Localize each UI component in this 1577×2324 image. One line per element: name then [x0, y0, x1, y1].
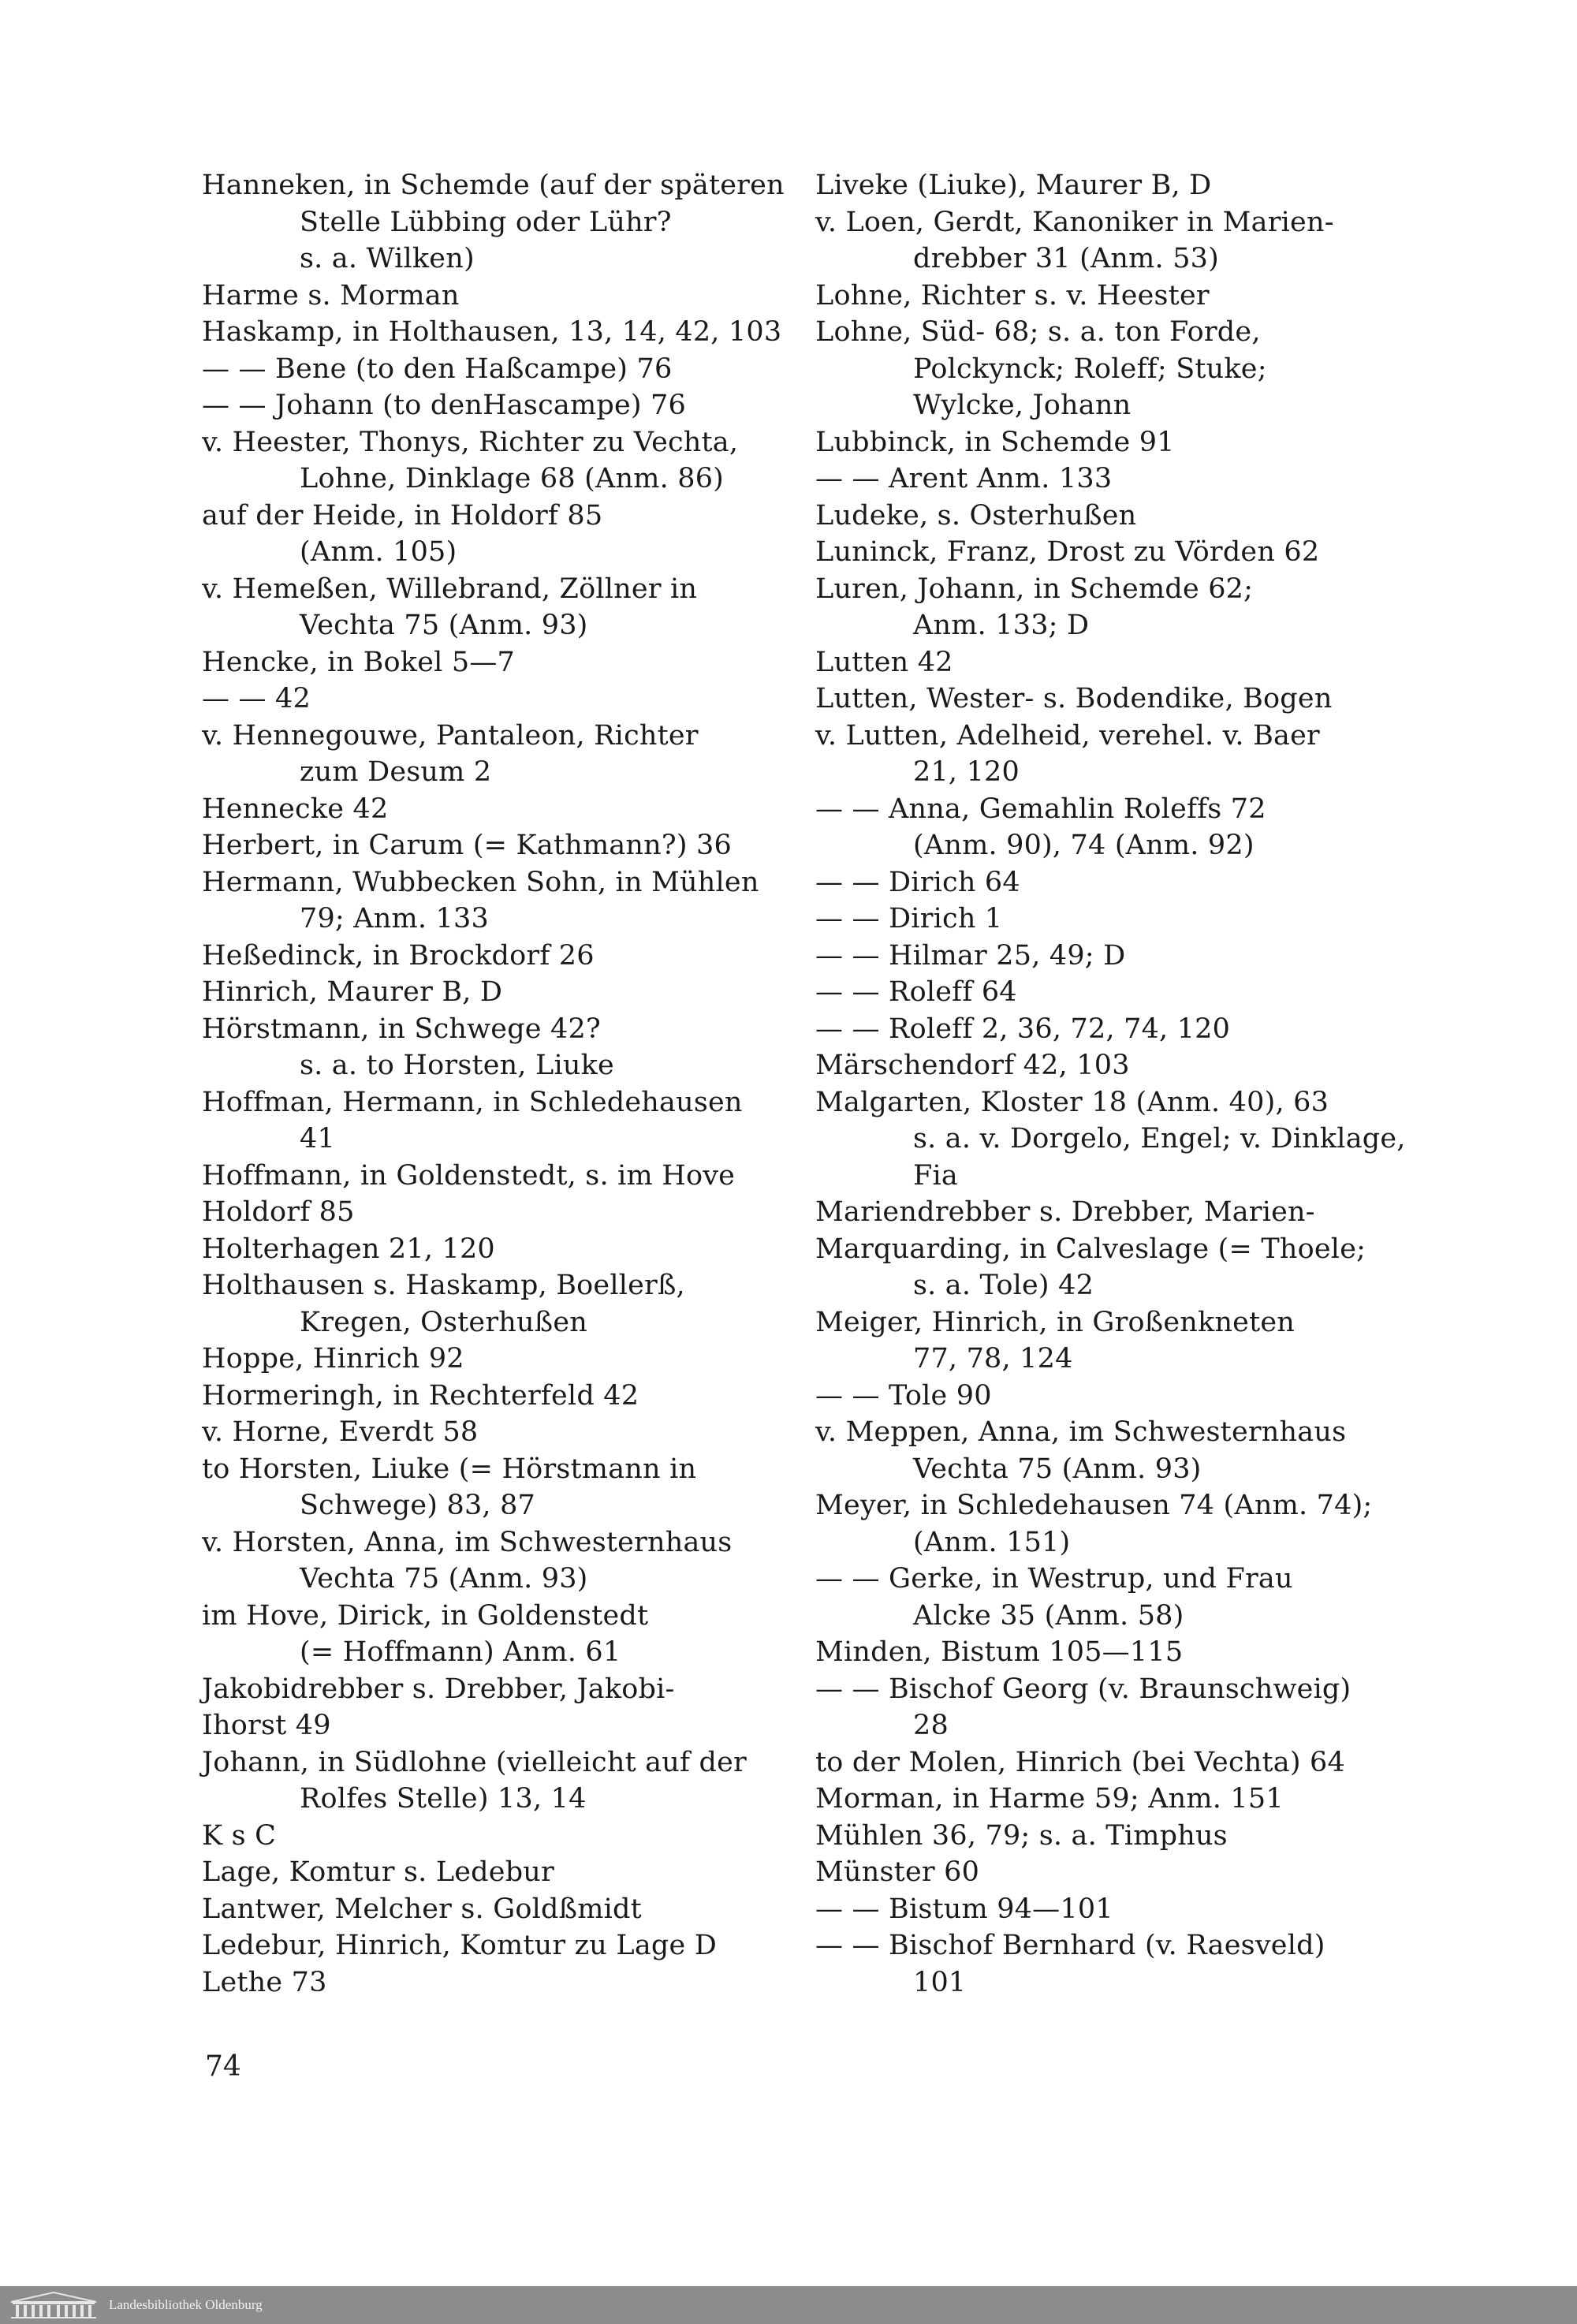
index-entry-line: v. Meppen, Anna, im Schwesternhaus [815, 1416, 1347, 1448]
index-entry-line: Stelle Lübbing oder Lühr? [300, 206, 672, 238]
index-entry-line: — — Anna, Gemahlin Roleffs 72 [815, 793, 1266, 825]
index-entry-line: — — Gerke, in Westrup, und Frau [815, 1563, 1293, 1595]
index-entry-line: Alcke 35 (Anm. 58) [913, 1599, 1184, 1632]
index-entry-line: Lohne, Süd- 68; s. a. ton Forde, [815, 316, 1261, 348]
index-entry-line: v. Horsten, Anna, im Schwesternhaus [202, 1526, 733, 1558]
index-entry-line: Lutten, Wester- s. Bodendike, Bogen [815, 683, 1333, 714]
index-entry-line: (Anm. 151) [913, 1526, 1071, 1558]
index-entry-line: — — Roleff 64 [815, 976, 1017, 1008]
index-entry-line: v. Lutten, Adelheid, verehel. v. Baer [815, 719, 1320, 752]
index-entry-line: Hoffman, Hermann, in Schledehausen [202, 1086, 743, 1118]
index-entry-line: Lage, Komtur s. Ledebur [202, 1856, 554, 1888]
index-entry-line: (Anm. 105) [300, 536, 457, 568]
footer-bar [0, 2286, 1577, 2324]
index-entry-line: — — Bene (to den Haßcampe) 76 [202, 353, 673, 385]
index-entry-line: v. Hennegouwe, Pantaleon, Richter [202, 719, 699, 752]
index-entry-line: Ledebur, Hinrich, Komtur zu Lage D [202, 1930, 717, 1961]
index-entry-line: Hoffmann, in Goldenstedt, s. im Hove [202, 1159, 736, 1192]
index-entry-line: Haskamp, in Holthausen, 13, 14, 42, 103 [202, 316, 782, 348]
index-entry-line: Meyer, in Schledehausen 74 (Anm. 74); [815, 1490, 1373, 1521]
index-entry-line: Holterhagen 21, 120 [202, 1233, 495, 1265]
index-entry-line: v. Horne, Everdt 58 [202, 1416, 479, 1448]
index-entry-line: — — Dirich 64 [815, 866, 1020, 898]
index-entry-line: 79; Anm. 133 [300, 903, 489, 934]
index-entry-line: v. Loen, Gerdt, Kanoniker in Marien- [815, 206, 1334, 238]
index-entry-line: Hinrich, Maurer B, D [202, 976, 503, 1008]
index-entry-line: Heßedinck, in Brockdorf 26 [202, 939, 595, 972]
index-entry-line: Hoppe, Hinrich 92 [202, 1343, 464, 1375]
index-entry-line: s. a. to Horsten, Liuke [300, 1050, 614, 1081]
index-entry-line: Mariendrebber s. Drebber, Marien- [815, 1196, 1315, 1228]
index-entry-line: — — Bistum 94—101 [815, 1893, 1113, 1925]
index-entry-line: Rolfes Stelle) 13, 14 [300, 1783, 587, 1815]
index-entry-line: Vechta 75 (Anm. 93) [913, 1453, 1202, 1485]
index-entry-line: Johann, in Südlohne (vielleicht auf der [202, 1746, 747, 1778]
index-entry-line: (Anm. 90), 74 (Anm. 92) [913, 830, 1255, 861]
index-entry-line: drebber 31 (Anm. 53) [913, 243, 1219, 274]
index-entry-line: — — Bischof Georg (v. Braunschweig) [815, 1673, 1351, 1705]
index-entry-line: 77, 78, 124 [913, 1343, 1073, 1375]
index-entry-line: Hennecke 42 [202, 793, 389, 825]
index-entry-line: Polckynck; Roleff; Stuke; [913, 353, 1267, 385]
index-entry-line: im Hove, Dirick, in Goldenstedt [202, 1599, 649, 1632]
index-entry-line: Lutten 42 [815, 646, 953, 678]
index-entry-line: Lantwer, Melcher s. Goldßmidt [202, 1893, 642, 1925]
index-entry-line: — — 42 [202, 683, 311, 714]
index-entry-line: — — Dirich 1 [815, 903, 1003, 934]
index-entry-line: Münster 60 [815, 1856, 980, 1888]
index-entry-line: Meiger, Hinrich, in Großenkneten [815, 1306, 1296, 1338]
index-entry-line: Holdorf 85 [202, 1196, 355, 1228]
index-entry-line: Ludeke, s. Osterhußen [815, 499, 1137, 532]
index-entry-line: (= Hoffmann) Anm. 61 [300, 1636, 621, 1668]
index-entry-line: Harme s. Morman [202, 279, 460, 311]
index-entry-line: Hencke, in Bokel 5—7 [202, 646, 515, 678]
index-entry-line: to Horsten, Liuke (= Hörstmann in [202, 1453, 697, 1485]
index-entry-line: Kregen, Osterhußen [300, 1306, 587, 1338]
index-entry-line: Lethe 73 [202, 1966, 327, 1998]
index-entry-line: s. a. Tole) 42 [913, 1270, 1094, 1301]
index-entry-line: Vechta 75 (Anm. 93) [300, 1563, 588, 1595]
index-entry-line: — — Roleff 2, 36, 72, 74, 120 [815, 1013, 1231, 1045]
index-entry-line: Fia [913, 1159, 958, 1192]
index-entry-line: s. a. Wilken) [300, 243, 475, 274]
index-entry-line: s. a. v. Dorgelo, Engel; v. Dinklage, [913, 1123, 1406, 1155]
footer-library-name: Landesbibliothek Oldenburg [109, 2297, 263, 2312]
index-entry-line: v. Heester, Thonys, Richter zu Vechta, [202, 426, 739, 458]
index-entry-line: Hanneken, in Schemde (auf der späteren [202, 170, 785, 201]
index-entry-line: Malgarten, Kloster 18 (Anm. 40), 63 [815, 1086, 1329, 1118]
index-entry-line: v. Hemeßen, Willebrand, Zöllner in [202, 573, 698, 605]
index-entry-line: Minden, Bistum 105—115 [815, 1636, 1184, 1668]
index-entry-line: K s C [202, 1819, 277, 1852]
index-entry-line: zum Desum 2 [300, 756, 492, 788]
index-entry-line: Hörstmann, in Schwege 42? [202, 1013, 601, 1045]
index-entry-line: Mühlen 36, 79; s. a. Timphus [815, 1819, 1228, 1852]
index-entry-line: — — Johann (to denHascampe) 76 [202, 390, 686, 421]
index-entry-line: Morman, in Harme 59; Anm. 151 [815, 1783, 1284, 1815]
index-entry-line: auf der Heide, in Holdorf 85 [202, 499, 603, 532]
index-entry-line: Lohne, Dinklage 68 (Anm. 86) [300, 463, 725, 494]
index-entry-line: Hermann, Wubbecken Sohn, in Mühlen [202, 866, 759, 898]
index-entry-line: — — Tole 90 [815, 1379, 992, 1412]
index-entry-line: Ihorst 49 [202, 1710, 331, 1741]
library-building-icon [8, 2291, 99, 2319]
index-entry-line: Hormeringh, in Rechterfeld 42 [202, 1379, 639, 1412]
index-entry-line: Anm. 133; D [913, 610, 1090, 641]
index-entry-line: Schwege) 83, 87 [300, 1490, 536, 1521]
index-entry-line: 28 [913, 1710, 949, 1741]
index-entry-line: Marquarding, in Calveslage (= Thoele; [815, 1233, 1366, 1265]
index-entry-line: Wylcke, Johann [913, 390, 1131, 421]
index-entry-line: 21, 120 [913, 756, 1020, 788]
index-entry-line: — — Arent Anm. 133 [815, 463, 1113, 494]
index-column-left [202, 167, 801, 2001]
index-column-right [815, 167, 1415, 2001]
index-entry-line: Märschendorf 42, 103 [815, 1050, 1130, 1081]
page-number: 74 [205, 2050, 241, 2083]
index-entry-line: — — Bischof Bernhard (v. Raesveld) [815, 1930, 1325, 1961]
index-entry-line: Lohne, Richter s. v. Heester [815, 279, 1210, 311]
index-entry-line: — — Hilmar 25, 49; D [815, 939, 1126, 972]
index-entry-line: 101 [913, 1966, 967, 1998]
index-entry-line: Herbert, in Carum (= Kathmann?) 36 [202, 830, 732, 861]
index-entry-line: Vechta 75 (Anm. 93) [300, 610, 588, 641]
index-entry-line: 41 [300, 1123, 335, 1155]
index-entry-line: Jakobidrebber s. Drebber, Jakobi- [202, 1673, 675, 1705]
index-entry-line: Luninck, Franz, Drost zu Vörden 62 [815, 536, 1320, 568]
index-entry-line: Lubbinck, in Schemde 91 [815, 426, 1175, 458]
index-entry-line: Liveke (Liuke), Maurer B, D [815, 170, 1212, 201]
index-entry-line: Luren, Johann, in Schemde 62; [815, 573, 1254, 605]
index-entry-line: to der Molen, Hinrich (bei Vechta) 64 [815, 1746, 1345, 1778]
index-entry-line: Holthausen s. Haskamp, Boellerß, [202, 1270, 685, 1301]
